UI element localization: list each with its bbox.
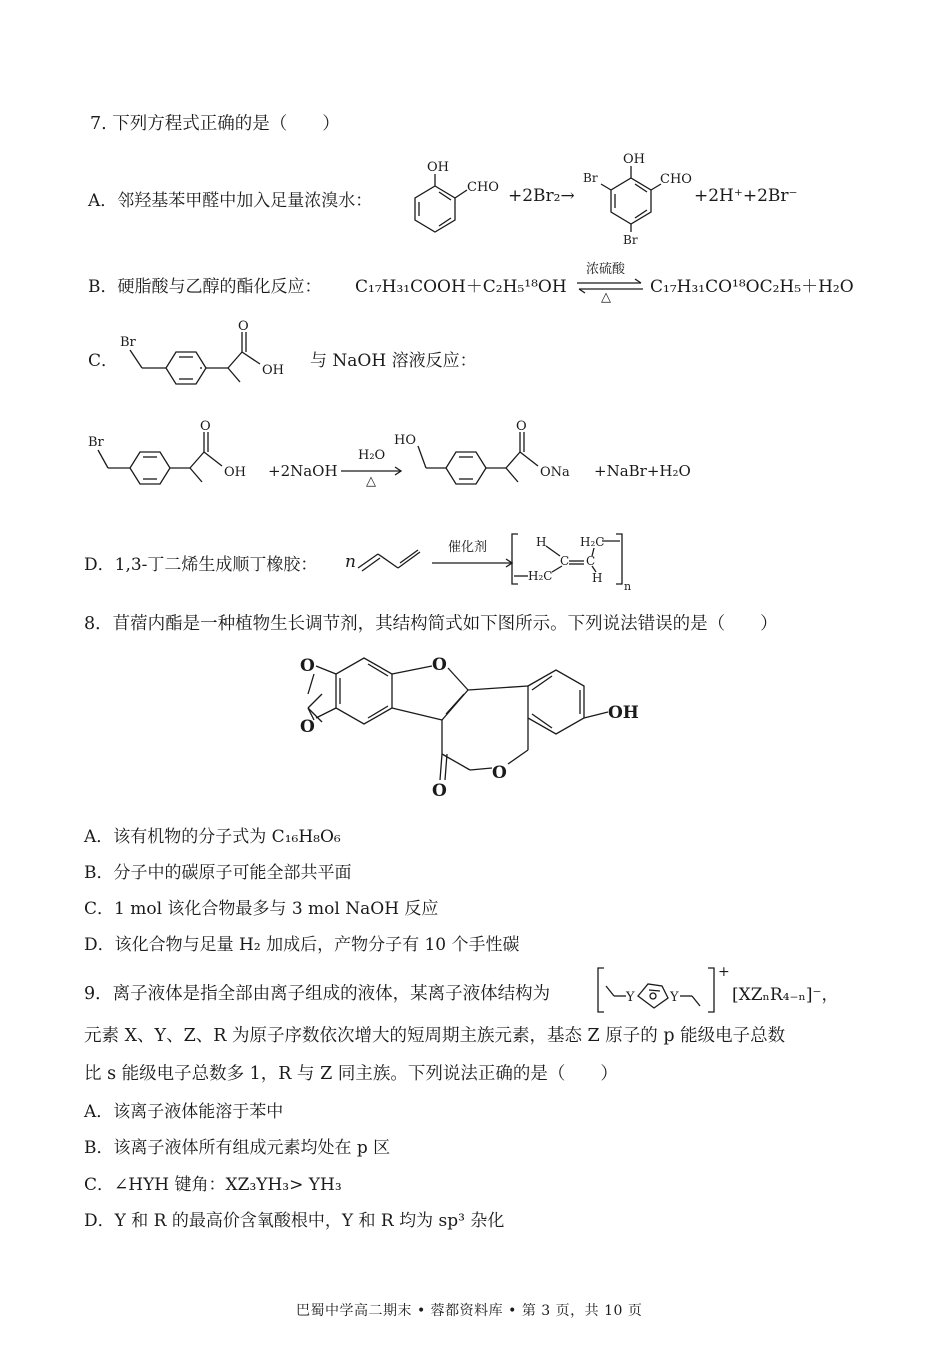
svg-text:Br: Br [120,335,136,350]
bromomethyl-phenylpropanoic-acid-structure [118,318,313,393]
svg-text:O: O [432,655,447,675]
svg-text:O: O [492,763,507,783]
dibromo-salicylaldehyde-structure [583,150,693,245]
q7-option-a-products: +2H⁺+2Br⁻ [694,186,798,206]
svg-text:H₂C: H₂C [528,569,553,583]
svg-text:O: O [238,319,249,334]
q7-option-b-products: C₁₇H₃₁CO¹⁸OC₂H₅＋H₂O [650,277,854,297]
svg-text:Br: Br [583,171,598,185]
svg-text:C: C [586,554,596,568]
svg-text:Br: Br [623,233,638,247]
q7-stem: 7. 下列方程式正确的是（ ） [90,114,340,134]
svg-text:O: O [300,656,315,676]
cis-polybutadiene-structure [508,532,638,592]
svg-text:O: O [300,717,315,737]
q8-stem: 8．苜蓿内酯是一种植物生长调节剂，其结构简式如下图所示。下列说法错误的是（ ） [84,614,778,634]
svg-text:OH: OH [427,160,449,175]
svg-text:OH: OH [608,703,639,723]
q9-stem-line2: 元素 X、Y、Z、R 为原子序数依次增大的短周期主族元素，基态 Z 原子的 p 能级电子总数 [84,1026,786,1046]
option-c-reactant-structure [86,420,261,495]
q7-option-a-label: A．邻羟基苯甲醛中加入足量浓溴水： [88,191,373,211]
q9-option-d: D．Y 和 R 的最高价含氧酸根中，Y 和 R 均为 sp³ 杂化 [84,1211,505,1231]
svg-text:Y: Y [626,990,635,1005]
q7-option-c-reagent: +2NaOH [268,462,338,480]
q8-option-a: A．该有机物的分子式为 C₁₆H₈O₆ [84,827,341,847]
page-footer: 巴蜀中学高二期末 • 蓉都资料库 • 第 3 页，共 10 页 [296,1303,643,1319]
svg-text:H₂C: H₂C [580,535,605,549]
q7-option-c-condition-bottom: △ [366,474,376,489]
q8-option-c: C．1 mol 该化合物最多与 3 mol NaOH 反应 [84,899,439,919]
q7-option-d-coefficient: n [345,552,356,572]
svg-text:CHO: CHO [467,180,499,195]
q7-option-c-tail: 与 NaOH 溶液反应： [310,351,477,371]
q7-option-d-catalyst: 催化剂 [448,540,488,555]
q9-stem-start: 9．离子液体是指全部由离子组成的液体，某离子液体结构为 [84,984,551,1004]
option-d-arrow [432,558,514,568]
svg-text:H: H [536,535,547,549]
q7-option-c-label: C． [88,351,119,371]
q9-option-a: A．该离子液体能溶于苯中 [84,1102,284,1122]
svg-text:Y: Y [670,990,679,1005]
svg-text:+: + [718,964,730,980]
q7-option-b-label: B．硬脂酸与乙醇的酯化反应： [88,277,322,297]
q7-option-d-label: D．1,3-丁二烯生成顺丁橡胶： [84,555,318,575]
q7-option-b-heat: △ [601,290,611,305]
svg-text:ONa: ONa [540,465,570,480]
imidazolium-cation-structure [596,964,730,1016]
q7-option-b-reactants: C₁₇H₃₁COOH＋C₂H₅¹⁸OH [355,277,567,297]
coumestan-structure [292,646,652,806]
q7-option-c-condition-top: H₂O [358,448,386,463]
svg-text:n: n [624,580,632,593]
svg-text:Br: Br [88,435,104,450]
svg-text:C: C [560,554,570,568]
q9-option-c: C．∠HYH 键角：XZ₃YH₃> YH₃ [84,1175,342,1195]
svg-text:CHO: CHO [660,172,692,187]
q8-option-b: B．分子中的碳原子可能全部共平面 [84,863,352,883]
q9-option-b: B．该离子液体所有组成元素均处在 p 区 [84,1138,391,1158]
q7-option-b-catalyst: 浓硫酸 [586,262,626,277]
q7-option-c-products: +NaBr+H₂O [594,462,691,480]
svg-text:OH: OH [224,465,246,480]
q7-option-a-reagent: +2Br₂→ [508,186,575,206]
svg-text:OH: OH [262,363,284,378]
svg-text:O: O [516,419,527,434]
svg-text:HO: HO [394,433,416,448]
svg-text:O: O [432,781,447,801]
q8-option-d: D．该化合物与足量 H₂ 加成后，产物分子有 10 个手性碳 [84,935,520,955]
option-c-product-structure [392,420,592,495]
q9-anion: [XZₙR₄₋ₙ]⁻， [732,985,839,1005]
svg-text:O: O [200,419,211,434]
butadiene-structure [358,544,433,574]
q9-stem-line3: 比 s 能级电子总数多 1，R 与 Z 同主族。下列说法正确的是（ ） [84,1064,618,1084]
svg-text:OH: OH [623,152,645,167]
salicylaldehyde-structure [405,158,515,238]
svg-text:H: H [592,571,603,585]
